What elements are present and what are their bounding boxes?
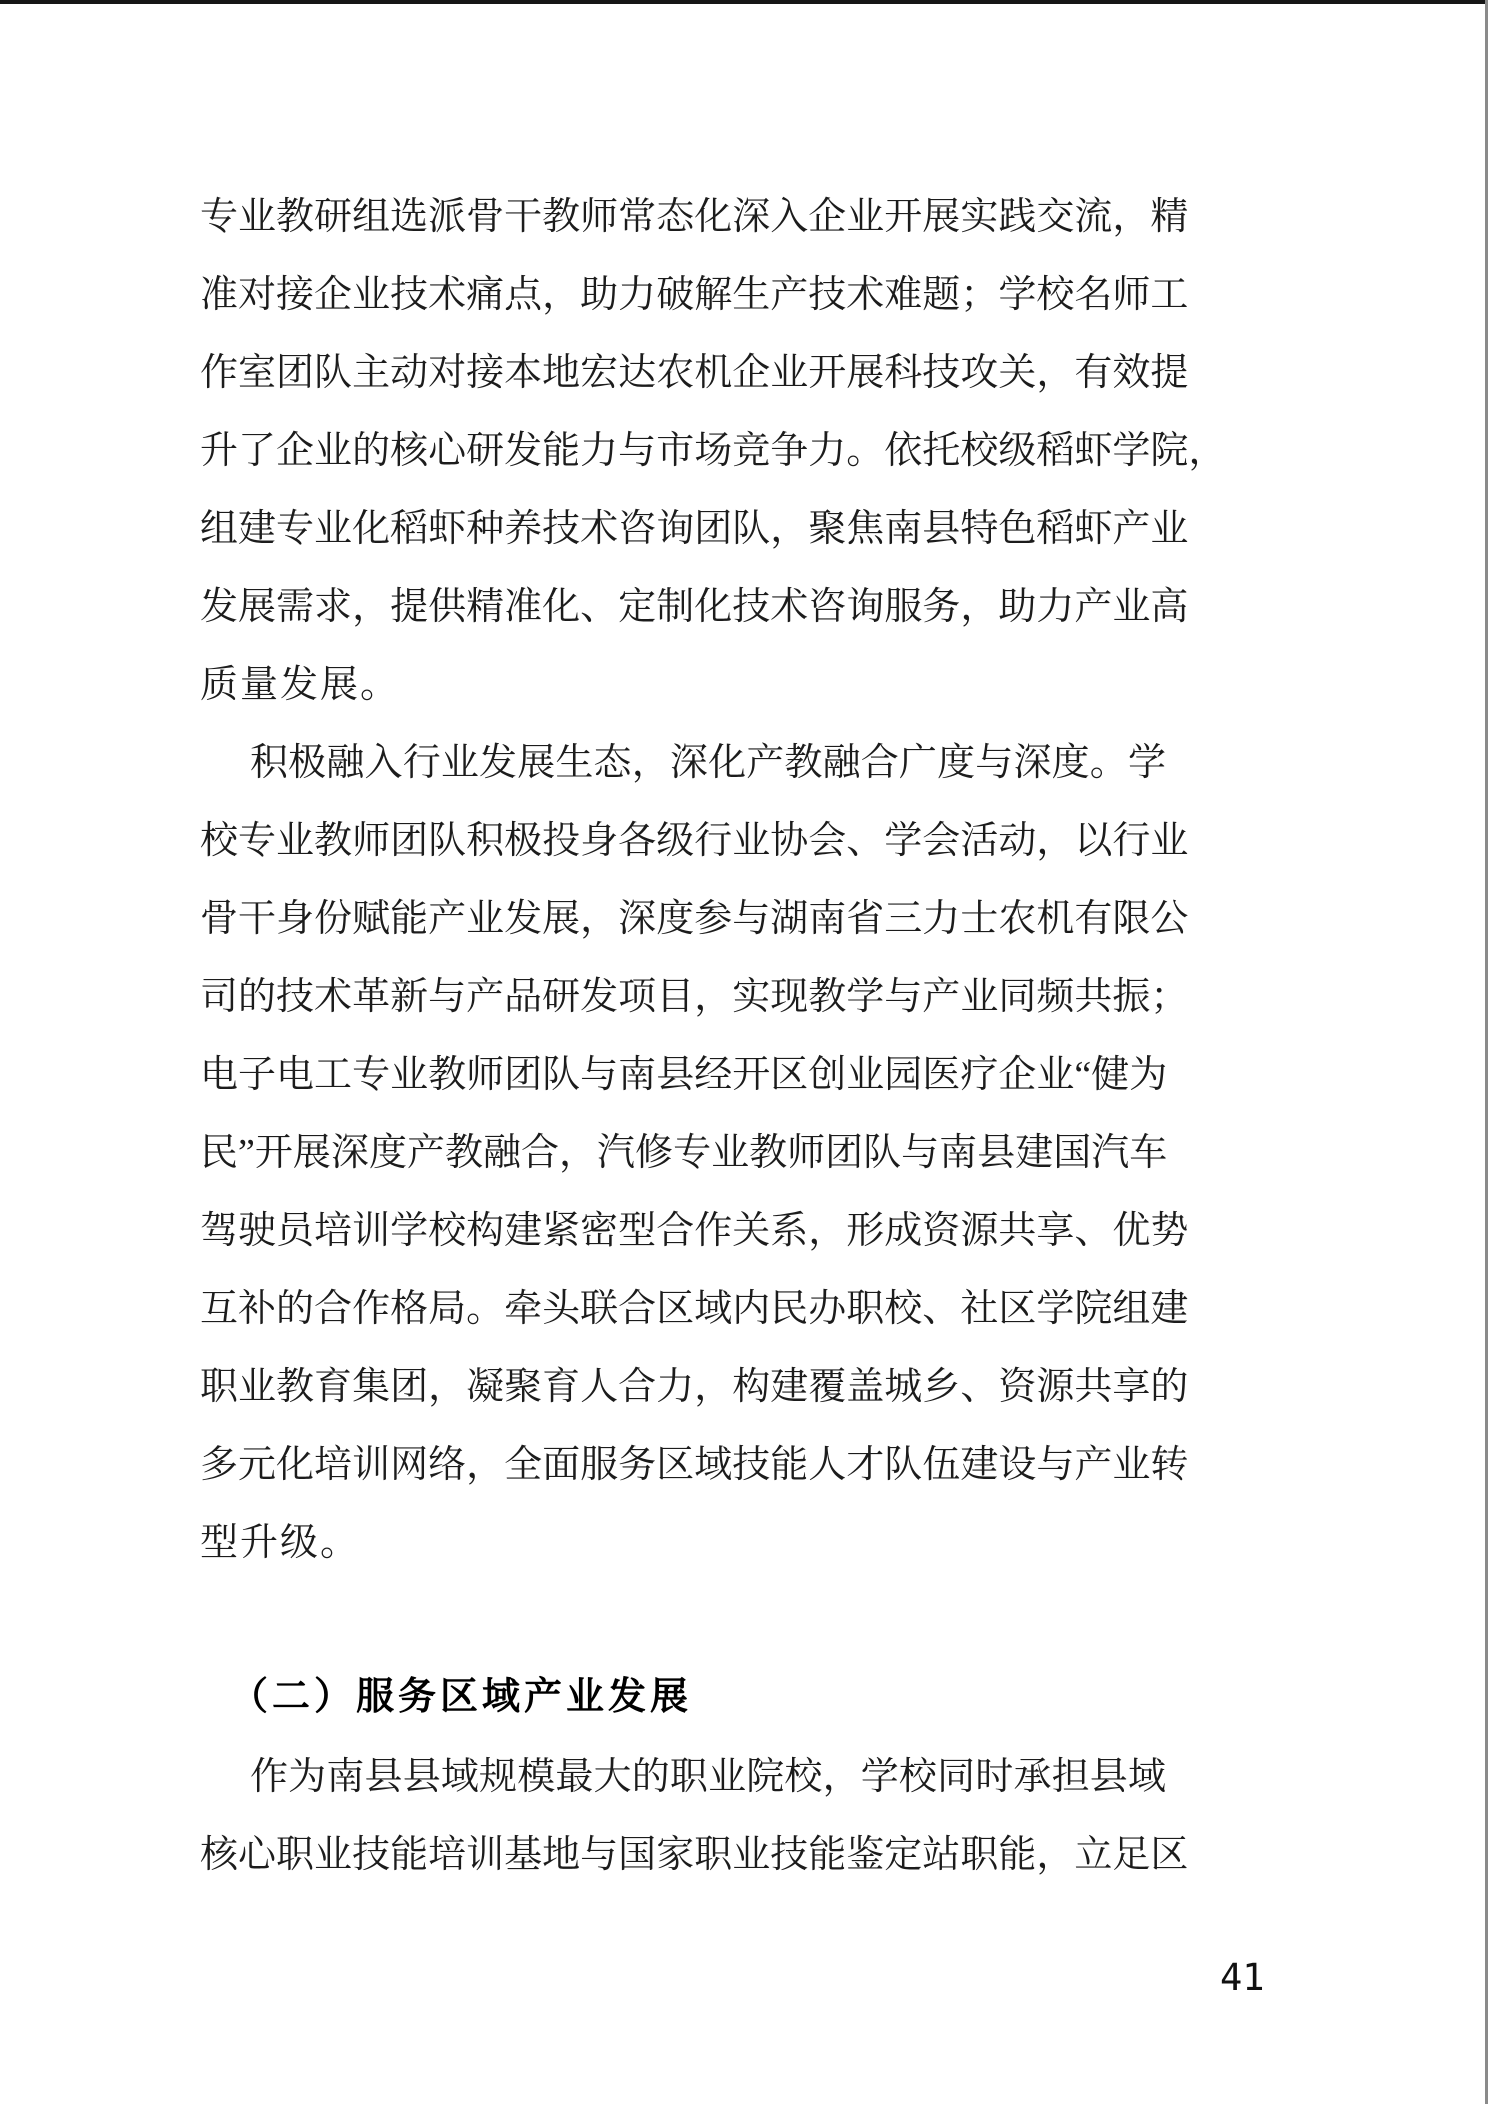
text-line: 组 建 专 业 化 稻 虾 种 养 技 术 咨 询 团 队 ， 聚 焦 南 县 特 色 稻 虾 产 业 bbox=[200, 508, 1189, 550]
text-line: 专 业 教 研 组 选 派 骨 干 教 师 常 态 化 深 入 企 业 开 展 实 践 交 流 ， 精 bbox=[200, 196, 1189, 238]
paragraph bbox=[200, 724, 1189, 1582]
scan-edge-top bbox=[0, 0, 1488, 4]
text-line: 发 展 需 求 ， 提 供 精 准 化 、 定 制 化 技 术 咨 询 服 务 ， 助 力 产 业 高 bbox=[200, 586, 1189, 628]
text-column bbox=[200, 178, 1227, 1894]
section-heading: （二）服务区域产业发展 bbox=[230, 1676, 693, 1718]
text-line: 作 为 南 县 县 域 规 模 最 大 的 职 业 院 校 ， 学 校 同 时 承 担 县 域 bbox=[250, 1756, 1166, 1798]
paragraph bbox=[200, 1738, 1189, 1894]
text-line: 电 子 电 工 专 业 教 师 团 队 与 南 县 经 开 区 创 业 园 医 疗 企 业 “ 健 为 bbox=[200, 1054, 1168, 1096]
text-line: 驾 驶 员 培 训 学 校 构 建 紧 密 型 合 作 关 系 ， 形 成 资 源 共 享 、 优 势 bbox=[200, 1210, 1189, 1252]
text-line: 准 对 接 企 业 技 术 痛 点 ， 助 力 破 解 生 产 技 术 难 题 ； 学 校 名 师 工 bbox=[200, 274, 1189, 316]
text-line: 校 专 业 教 师 团 队 积 极 投 身 各 级 行 业 协 会 、 学 会 活 动 ， 以 行 业 bbox=[200, 820, 1189, 862]
text-line: 升 了 企 业 的 核 心 研 发 能 力 与 市 场 竞 争 力 。 依 托 校 级 稻 虾 学 院 ， bbox=[200, 430, 1227, 472]
text-line: 作 室 团 队 主 动 对 接 本 地 宏 达 农 机 企 业 开 展 科 技 攻 关 ， 有 效 提 bbox=[200, 352, 1189, 394]
text-line: 骨 干 身 份 赋 能 产 业 发 展 ， 深 度 参 与 湖 南 省 三 力 士 农 机 有 限 公 bbox=[200, 898, 1189, 940]
text-line: 质量发展。 bbox=[200, 664, 401, 706]
text-line: 多 元 化 培 训 网 络 ， 全 面 服 务 区 域 技 能 人 才 队 伍 建 设 与 产 业 转 bbox=[200, 1444, 1189, 1486]
text-line: 职 业 教 育 集 团 ， 凝 聚 育 人 合 力 ， 构 建 覆 盖 城 乡 、 资 源 共 享 的 bbox=[200, 1366, 1189, 1408]
text-line: 核 心 职 业 技 能 培 训 基 地 与 国 家 职 业 技 能 鉴 定 站 职 能 ， 立 足 区 bbox=[200, 1834, 1189, 1876]
text-line: 积 极 融 入 行 业 发 展 生 态 ， 深 化 产 教 融 合 广 度 与 深 度 。 学 bbox=[250, 742, 1166, 784]
text-line: 民 ” 开 展 深 度 产 教 融 合 ， 汽 修 专 业 教 师 团 队 与 南 县 建 国 汽 车 bbox=[200, 1132, 1168, 1174]
paragraph bbox=[200, 178, 1227, 724]
text-line: 司 的 技 术 革 新 与 产 品 研 发 项 目 ， 实 现 教 学 与 产 业 同 频 共 振 ； bbox=[200, 976, 1189, 1018]
text-line: 互 补 的 合 作 格 局 。 牵 头 联 合 区 域 内 民 办 职 校 、 社 区 学 院 组 建 bbox=[200, 1288, 1189, 1330]
page-number: 41 bbox=[1220, 1956, 1265, 1999]
text-line: 型升级。 bbox=[200, 1522, 361, 1564]
